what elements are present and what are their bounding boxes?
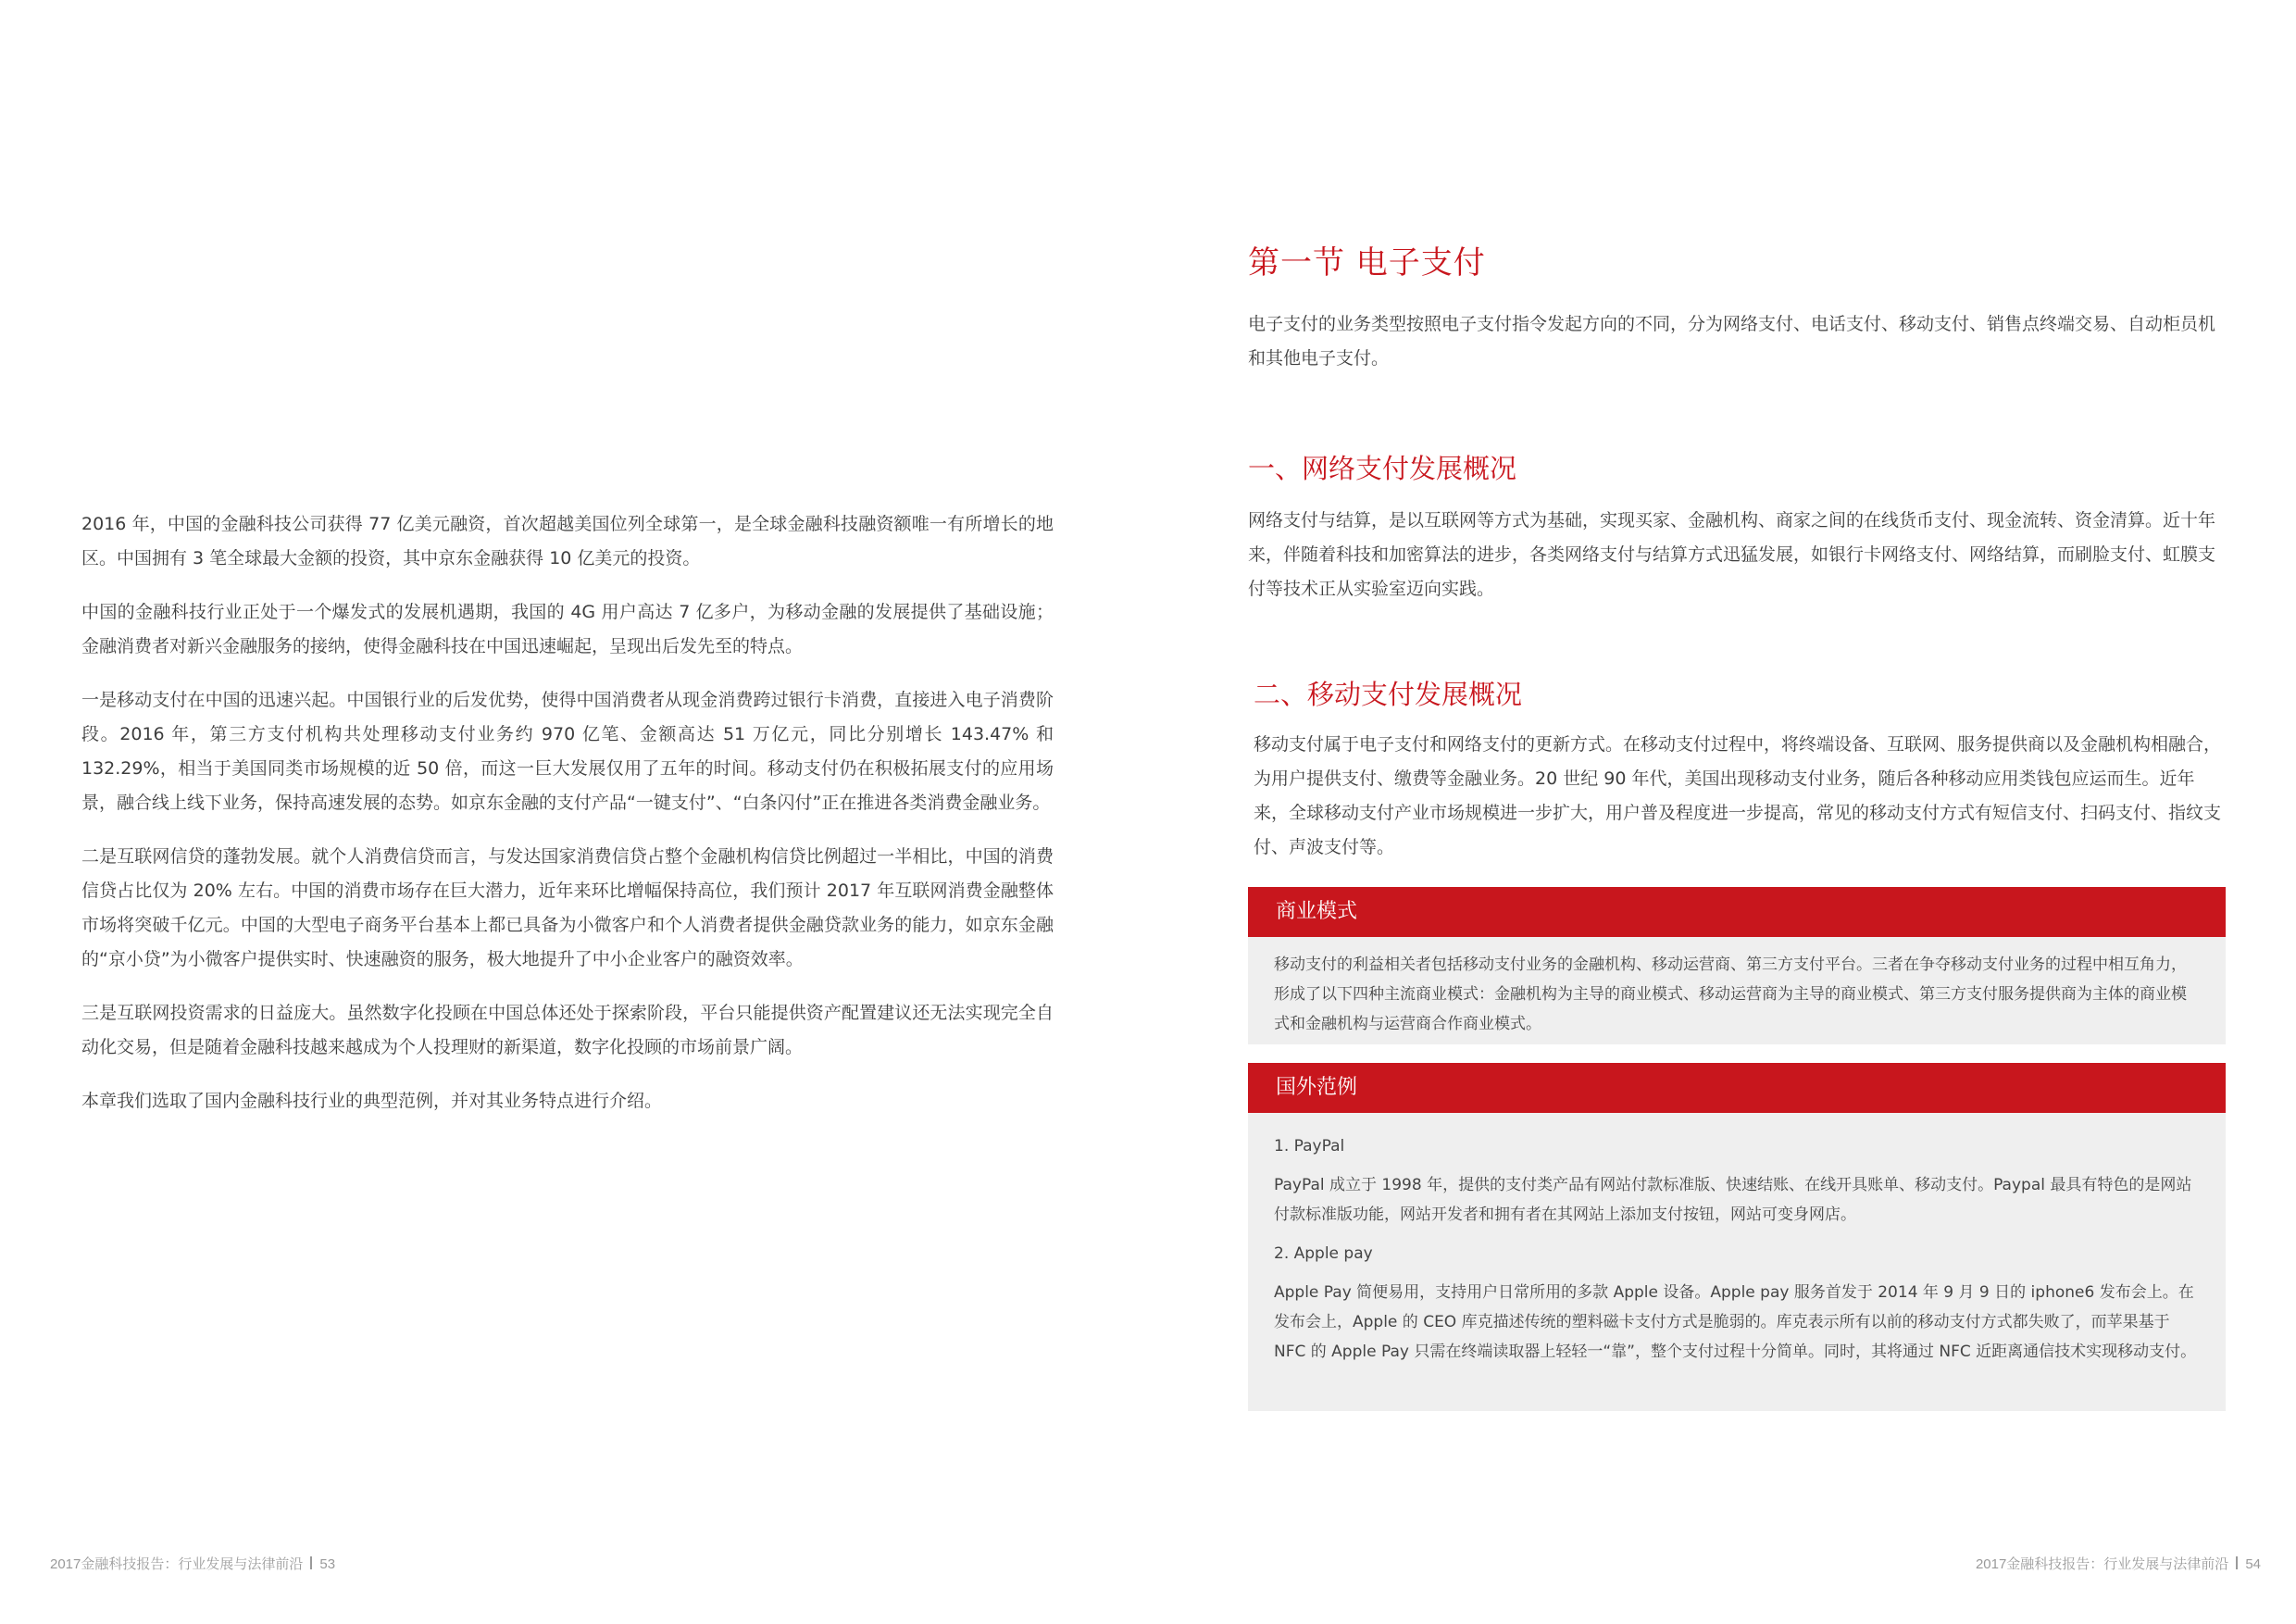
paragraph-funding: 2016 年，中国的金融科技公司获得 77 亿美元融资，首次超越美国位列全球第一，是全球金融科技融资额唯一有所增长的地区。中国拥有 3 笔全球最大金额的投资，其中京东金融获得 10 亿美元的投资。 [81,514,1054,568]
footer-divider [310,1556,312,1569]
footer-right [1976,1554,2261,1573]
subsection-body-mobile-payment: 移动支付属于电子支付和网络支付的更新方式。在移动支付过程中，将终端设备、互联网、服务提供商以及金融机构相融合，为用户提供支付、缴费等金融业务。20 世纪 90 年代，美国出现移动支付业务，随后各种移动应用类钱包应运而生。近年来，全球移动支付产业市场规模进一步扩大，用户普及程度进一步提高，常见的移动支付方式有短信支付、扫码支付、指纹支付、声波支付等。 [1254,734,2222,857]
subsection-body-online-payment: 网络支付与结算，是以互联网等方式为基础，实现买家、金融机构、商家之间的在线货币支付、现金流转、资金清算。近十年来，伴随着科技和加密算法的进步，各类网络支付与结算方式迅猛发展，如银行卡网络支付、网络结算，而刷脸支付、虹膜支付等技术正从实验室迈向实践。 [1248,510,2216,599]
right-page [1148,0,2296,1624]
subsection-title-mobile-payment: 二、移动支付发展概况 [1254,679,1523,710]
page-number: 53 [319,1556,336,1572]
paragraph-investment: 三是互联网投资需求的日益庞大。虽然数字化投顾在中国总体还处于探索阶段，平台只能提供资产配置建议还无法实现完全自动化交易，但是随着金融科技越来越成为个人投理财的新渠道，数字化投顾的市场前景广阔。 [81,1003,1054,1057]
paragraph-chapter-intro: 本章我们选取了国内金融科技行业的典型范例，并对其业务特点进行介绍。 [81,1091,663,1111]
example-body-paypal: PayPal 成立于 1998 年，提供的支付类产品有网站付款标准版、快速结账、在线开具账单、移动支付。Paypal 最具有特色的是网站付款标准版功能，网站开发者和拥有者在其网站上添加支付按钮，网站可变身网店。 [1274,1176,2192,1224]
example-body-apple-pay: Apple Pay 简便易用，支持用户日常所用的多款 Apple 设备。Apple pay 服务首发于 2014 年 9 月 9 日的 iphone6 发布会上。在发布会上，Apple 的 CEO 库克描述传统的塑料磁卡支付方式是脆弱的。库克表示所有以前的移动支付方式都失败了，而苹果基于 NFC 的 Apple Pay 只需在终端读取器上轻轻一“靠”，整个支付过程十分简单。同时，其将通过 NFC 近距离通信技术实现移动支付。 [1274,1283,2197,1361]
footer-left [50,1554,335,1573]
footer-divider [2236,1556,2238,1569]
subsection-title-online-payment: 一、网络支付发展概况 [1248,453,1517,484]
business-model-content [1248,937,2226,1056]
paragraph-internet-credit: 二是互联网信贷的蓬勃发展。就个人消费信贷而言，与发达国家消费信贷占整个金融机构信贷比例超过一半相比，中国的消费信贷占比仅为 20% 左右。中国的消费市场存在巨大潜力，近年来环比增幅保持高位，我们预计 2017 年互联网消费金融整体市场将突破千亿元。中国的大型电子商务平台基本上都已具备为小微客户和个人消费者提供金融贷款业务的能力，如京东金融的“京小贷”为小微客户提供实时、快速融资的服务，极大地提升了中小企业客户的融资效率。 [81,846,1054,969]
section-intro: 电子支付的业务类型按照电子支付指令发起方向的不同，分为网络支付、电话支付、移动支付、销售点终端交易、自动柜员机和其他电子支付。 [1248,314,2216,369]
foreign-examples-box [1248,1063,2226,1411]
paragraph-mobile-payment: 一是移动支付在中国的迅速兴起。中国银行业的后发优势，使得中国消费者从现金消费跨过银行卡消费，直接进入电子消费阶段。2016 年，第三方支付机构共处理移动支付业务约 970 亿笔、金额高达 51 万亿元，同比分别增长 143.47% 和 132.29%，相当于美国同类市场规模的近 50 倍，而这一巨大发展仅用了五年的时间。移动支付仍在积极拓展支付的应用场景，融合线上线下业务，保持高速发展的态势。如京东金融的支付产品“一键支付”、“白条闪付”正在推进各类消费金融业务。 [81,690,1054,813]
foreign-examples-content [1248,1113,2226,1393]
footer-title: 2017金融科技报告：行业发展与法律前沿 [50,1556,304,1572]
example-title-apple-pay: 2. Apple pay [1274,1244,1373,1263]
business-model-text: 移动支付的利益相关者包括移动支付业务的金融机构、移动运营商、第三方支付平台。三者在争夺移动支付业务的过程中相互角力，形成了以下四种主流商业模式：金融机构为主导的商业模式、移动运营商为主导的商业模式、第三方支付服务提供商为主体的商业模式和金融机构与运营商合作商业模式。 [1274,956,2187,1033]
example-title-paypal: 1. PayPal [1274,1137,1345,1156]
business-model-box [1248,887,2226,1044]
footer-title: 2017金融科技报告：行业发展与法律前沿 [1975,1556,2229,1572]
foreign-examples-header: 国外范例 [1248,1063,2226,1113]
left-body-text [81,507,1054,1138]
paragraph-opportunity: 中国的金融科技行业正处于一个爆发式的发展机遇期，我国的 4G 用户高达 7 亿多户，为移动金融的发展提供了基础设施；金融消费者对新兴金融服务的接纳，使得金融科技在中国迅速崛起，呈现出后发先至的特点。 [81,602,1054,656]
business-model-header: 商业模式 [1248,887,2226,937]
page-number: 54 [2245,1556,2261,1572]
section-title: 第一节 电子支付 [1248,244,1486,281]
